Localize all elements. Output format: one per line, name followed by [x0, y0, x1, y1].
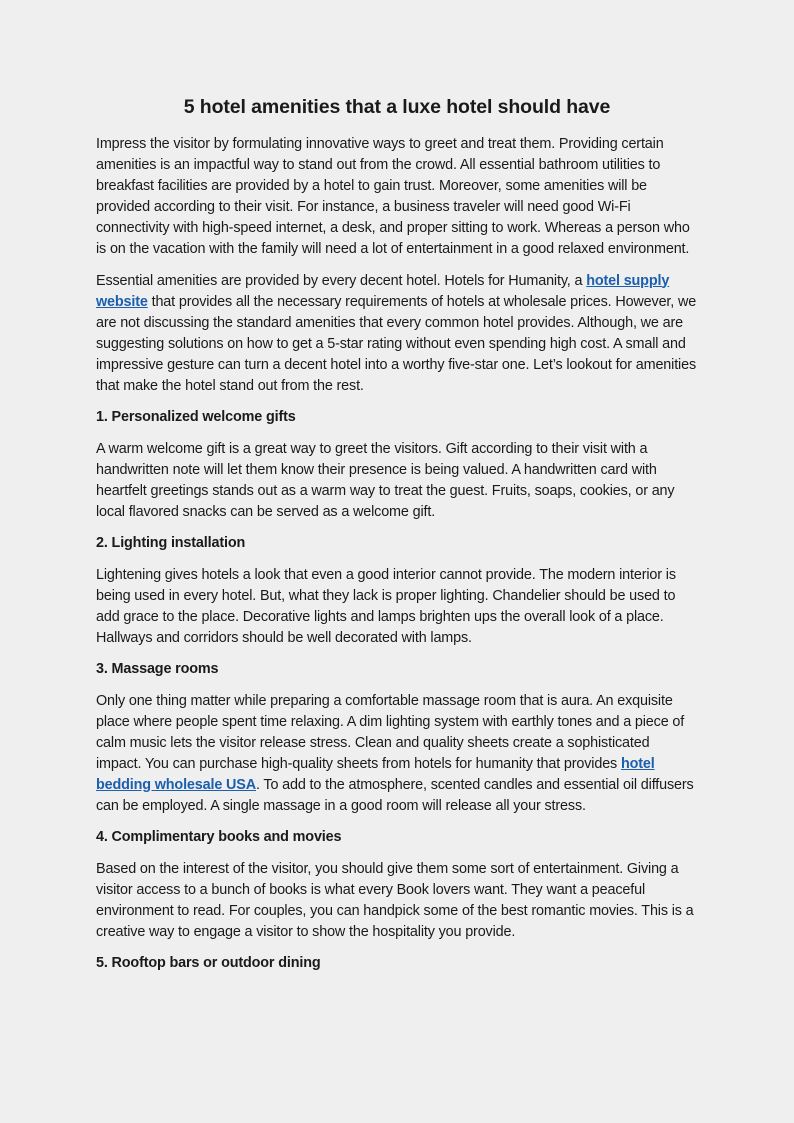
section-heading-lighting: 2. Lighting installation	[96, 535, 246, 551]
section-body-welcome-gifts: A warm welcome gift is a great way to greet the visitors. Gift according to their visit with a handwritten note will let them know their presence is being valued. A handwritten card with heartfelt greetings stands out as a warm way to treat the guest. Fruits, soaps, cookies, or any local flavored snacks can be served as a welcome gift.	[96, 440, 675, 520]
supply-paragraph	[96, 271, 698, 397]
section-body-massage-rooms	[96, 691, 698, 817]
section-heading-welcome-gifts: 1. Personalized welcome gifts	[96, 409, 296, 425]
massage-text-before: Only one thing matter while preparing a comfortable massage room that is aura. An exquisite place where people spent time relaxing. A dim lighting system with earthly tones and a piece of calm music lets the visitor release stress. Clean and quality sheets create a sophisticated impact. You can purchase high-quality sheets from hotels for humanity that provides	[96, 692, 685, 772]
hotel-bedding-wholesale-link[interactable]: hotel bedding wholesale USA	[96, 755, 655, 793]
section-heading-rooftop-bars: 5. Rooftop bars or outdoor dining	[96, 955, 321, 971]
section-heading-massage-rooms: 3. Massage rooms	[96, 661, 219, 677]
supply-text-after: that provides all the necessary requirements of hotels at wholesale prices. However, we are not discussing the standard amenities that every common hotel provides. Although, we are suggesting solutions on how to get a 5-star rating without even spending high cost. A small and impressive gesture can turn a decent hotel into a worthy five-star one. Let’s lookout for amenities that make the hotel stand out from the rest.	[96, 293, 697, 394]
intro-paragraph: Impress the visitor by formulating innovative ways to greet and treat them. Providing certain amenities is an impactful way to stand out from the crowd. All essential bathroom utilities to breakfast facilities are provided by a hotel to gain trust. Moreover, some amenities will be provided according to their visit. For instance, a business traveler will need good Wi-Fi connectivity with high-speed internet, a desk, and proper sitting to work. Whereas a person who is on the vacation with the family will need a lot of entertainment in a good relaxed environment.	[96, 136, 690, 257]
massage-text-after: . To add to the atmosphere, scented candles and essential oil diffusers can be employed. A single massage in a good room will release all your stress.	[96, 776, 694, 814]
hotel-supply-website-link[interactable]: hotel supply website	[96, 272, 670, 310]
section-body-lighting: Lightening gives hotels a look that even a good interior cannot provide. The modern interior is being used in every hotel. But, what they lack is proper lighting. Chandelier should be used to add grace to the place. Decorative lights and lamps brighten ups the overall look of a place. Hallways and corridors should be well decorated with lamps.	[96, 566, 676, 646]
section-body-books-movies: Based on the interest of the visitor, you should give them some sort of entertainment. Giving a visitor access to a bunch of books is what every Book lovers want. They want a peaceful environment to read. For couples, you can handpick some of the best romantic movies. This is a creative way to engage a visitor to show the hospitality you provide.	[96, 860, 694, 940]
page-title: 5 hotel amenities that a luxe hotel should have	[183, 96, 611, 118]
supply-text-before: Essential amenities are provided by every decent hotel. Hotels for Humanity, a	[96, 272, 587, 289]
section-heading-books-movies: 4. Complimentary books and movies	[96, 829, 342, 845]
